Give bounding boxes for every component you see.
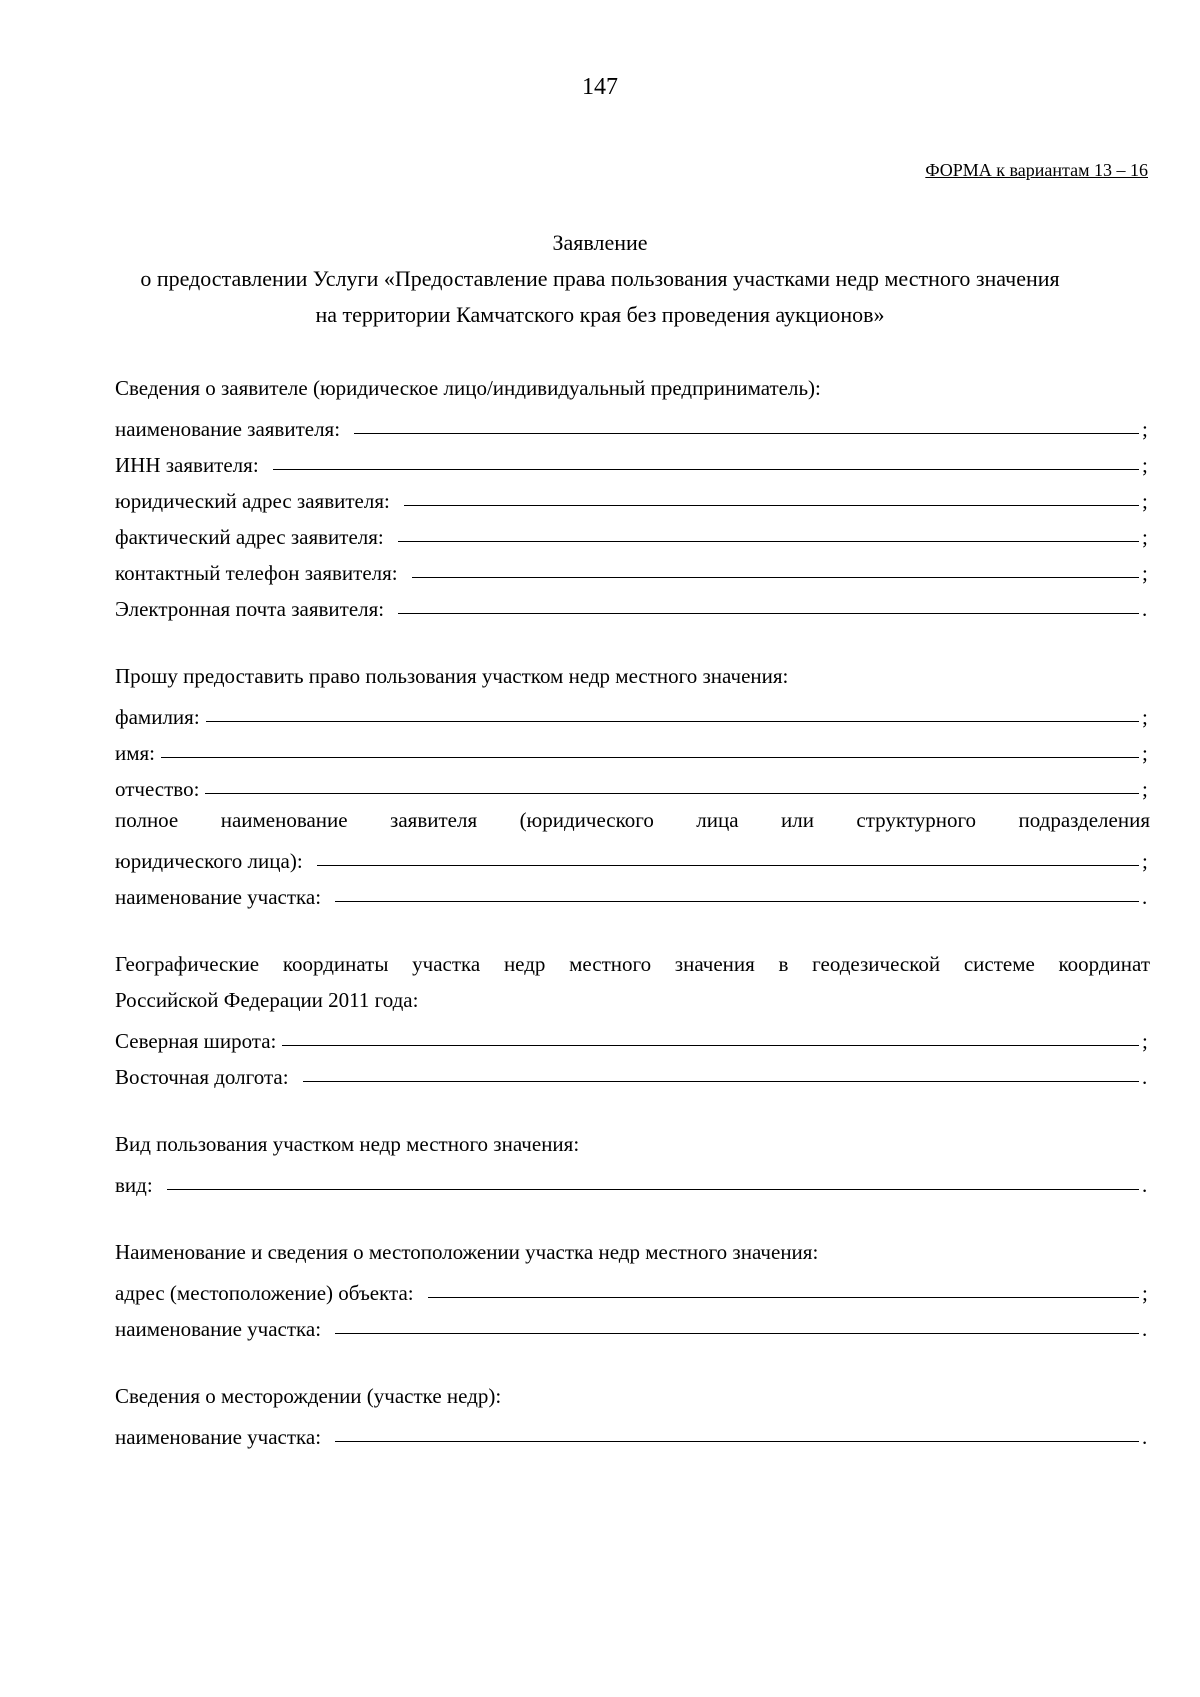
full-name-row (115, 838, 1150, 874)
object-address-row (115, 1270, 1150, 1306)
field-end: ; (1142, 1029, 1148, 1053)
field-label: наименование участка: (115, 1317, 322, 1341)
latitude-field[interactable] (282, 1025, 1139, 1046)
full-name-word: подразделения (1018, 808, 1150, 832)
title-line-1: Заявление (552, 230, 648, 255)
field-end: ; (1142, 561, 1148, 585)
object-address-field[interactable] (428, 1277, 1139, 1298)
location-plot-name-field[interactable] (335, 1313, 1139, 1334)
field-end: ; (1142, 417, 1148, 441)
applicant-name-row (115, 406, 1150, 442)
heading-word: местного (569, 952, 652, 976)
field-end: . (1142, 1317, 1148, 1341)
coordinates-heading-line-2: Российской Федерации 2011 года: (115, 988, 419, 1012)
field-end: . (1142, 597, 1148, 621)
request-section (115, 658, 1150, 910)
field-label: ИНН заявителя: (115, 453, 259, 477)
heading-word: координат (1058, 952, 1150, 976)
applicant-name-field[interactable] (354, 413, 1139, 434)
applicant-inn-row (115, 442, 1150, 478)
heading-word: в (778, 952, 789, 976)
latitude-row (115, 1018, 1150, 1054)
longitude-row (115, 1054, 1150, 1090)
field-label: наименование заявителя: (115, 417, 341, 441)
usage-section (115, 1126, 1150, 1198)
field-end: ; (1142, 777, 1148, 801)
location-heading: Наименование и сведения о местоположении участка недр местного значения: (115, 1240, 819, 1264)
applicant-email-row (115, 586, 1150, 622)
full-name-word: наименование (220, 808, 348, 832)
form-reference: ФОРМА к вариантам 13 – 16 (925, 160, 1148, 180)
field-label: Северная широта: (115, 1029, 277, 1053)
applicant-heading: Сведения о заявителе (юридическое лицо/индивидуальный предприниматель): (115, 376, 821, 400)
full-name-word: полное (115, 808, 179, 832)
patronymic-row (115, 766, 1150, 802)
field-end: . (1142, 885, 1148, 909)
first-name-field[interactable] (161, 737, 1139, 758)
title-line-2: о предоставлении Услуги «Предоставление права пользования участками недр местного значения (140, 266, 1060, 291)
field-end: ; (1142, 489, 1148, 513)
applicant-phone-row (115, 550, 1150, 586)
applicant-legal-address-field[interactable] (404, 485, 1139, 506)
request-plot-name-row (115, 874, 1150, 910)
usage-type-row (115, 1162, 1150, 1198)
full-name-word: заявителя (390, 808, 478, 832)
field-label: вид: (115, 1173, 153, 1197)
form-body (115, 370, 1150, 1486)
usage-type-field[interactable] (167, 1169, 1139, 1190)
full-name-word: или (781, 808, 814, 832)
field-label: Восточная долгота: (115, 1065, 289, 1089)
field-end: . (1142, 1173, 1148, 1197)
applicant-inn-field[interactable] (273, 449, 1139, 470)
full-name-label-line (115, 802, 1150, 838)
full-name-word: (юридического (519, 808, 654, 832)
applicant-legal-address-row (115, 478, 1150, 514)
location-plot-name-row (115, 1306, 1150, 1342)
field-label: отчество: (115, 777, 200, 801)
field-end: ; (1142, 1281, 1148, 1305)
heading-word: значения (674, 952, 755, 976)
heading-word: геодезической (812, 952, 941, 976)
page-number: 147 (582, 74, 618, 100)
coordinates-heading (115, 946, 1150, 982)
full-name-word: лица (696, 808, 739, 832)
field-label: юридического лица): (115, 849, 303, 873)
longitude-field[interactable] (303, 1061, 1139, 1082)
deposit-plot-name-field[interactable] (335, 1421, 1139, 1442)
heading-word: системе (963, 952, 1035, 976)
field-label: наименование участка: (115, 1425, 322, 1449)
heading-word: координаты (282, 952, 389, 976)
deposit-section (115, 1378, 1150, 1450)
field-end: . (1142, 1065, 1148, 1089)
applicant-phone-field[interactable] (412, 557, 1139, 578)
heading-word: участка (412, 952, 481, 976)
field-label: юридический адрес заявителя: (115, 489, 390, 513)
usage-heading: Вид пользования участком недр местного значения: (115, 1132, 580, 1156)
field-label: наименование участка: (115, 885, 322, 909)
heading-word: Географические (115, 952, 260, 976)
field-end: ; (1142, 453, 1148, 477)
field-label: контактный телефон заявителя: (115, 561, 398, 585)
applicant-email-field[interactable] (398, 593, 1139, 614)
applicant-section (115, 370, 1150, 622)
field-label: имя: (115, 741, 156, 765)
field-label: фамилия: (115, 705, 200, 729)
field-label: фактический адрес заявителя: (115, 525, 384, 549)
request-heading: Прошу предоставить право пользования участком недр местного значения: (115, 664, 789, 688)
field-end: ; (1142, 741, 1148, 765)
field-end: ; (1142, 705, 1148, 729)
patronymic-field[interactable] (205, 773, 1139, 794)
surname-row (115, 694, 1150, 730)
surname-field[interactable] (206, 701, 1139, 722)
title-line-3: на территории Камчатского края без проведения аукционов» (315, 302, 885, 327)
field-end: ; (1142, 849, 1148, 873)
coordinates-section (115, 946, 1150, 1090)
field-end: ; (1142, 525, 1148, 549)
heading-word: недр (503, 952, 546, 976)
full-name-word: структурного (856, 808, 977, 832)
applicant-actual-address-row (115, 514, 1150, 550)
first-name-row (115, 730, 1150, 766)
full-name-field[interactable] (317, 845, 1139, 866)
document-title (0, 225, 1200, 333)
applicant-actual-address-field[interactable] (398, 521, 1139, 542)
deposit-heading: Сведения о месторождении (участке недр): (115, 1384, 502, 1408)
field-label: Электронная почта заявителя: (115, 597, 385, 621)
field-label: адрес (местоположение) объекта: (115, 1281, 414, 1305)
deposit-plot-name-row (115, 1414, 1150, 1450)
field-end: . (1142, 1425, 1148, 1449)
location-section (115, 1234, 1150, 1342)
request-plot-name-field[interactable] (335, 881, 1139, 902)
